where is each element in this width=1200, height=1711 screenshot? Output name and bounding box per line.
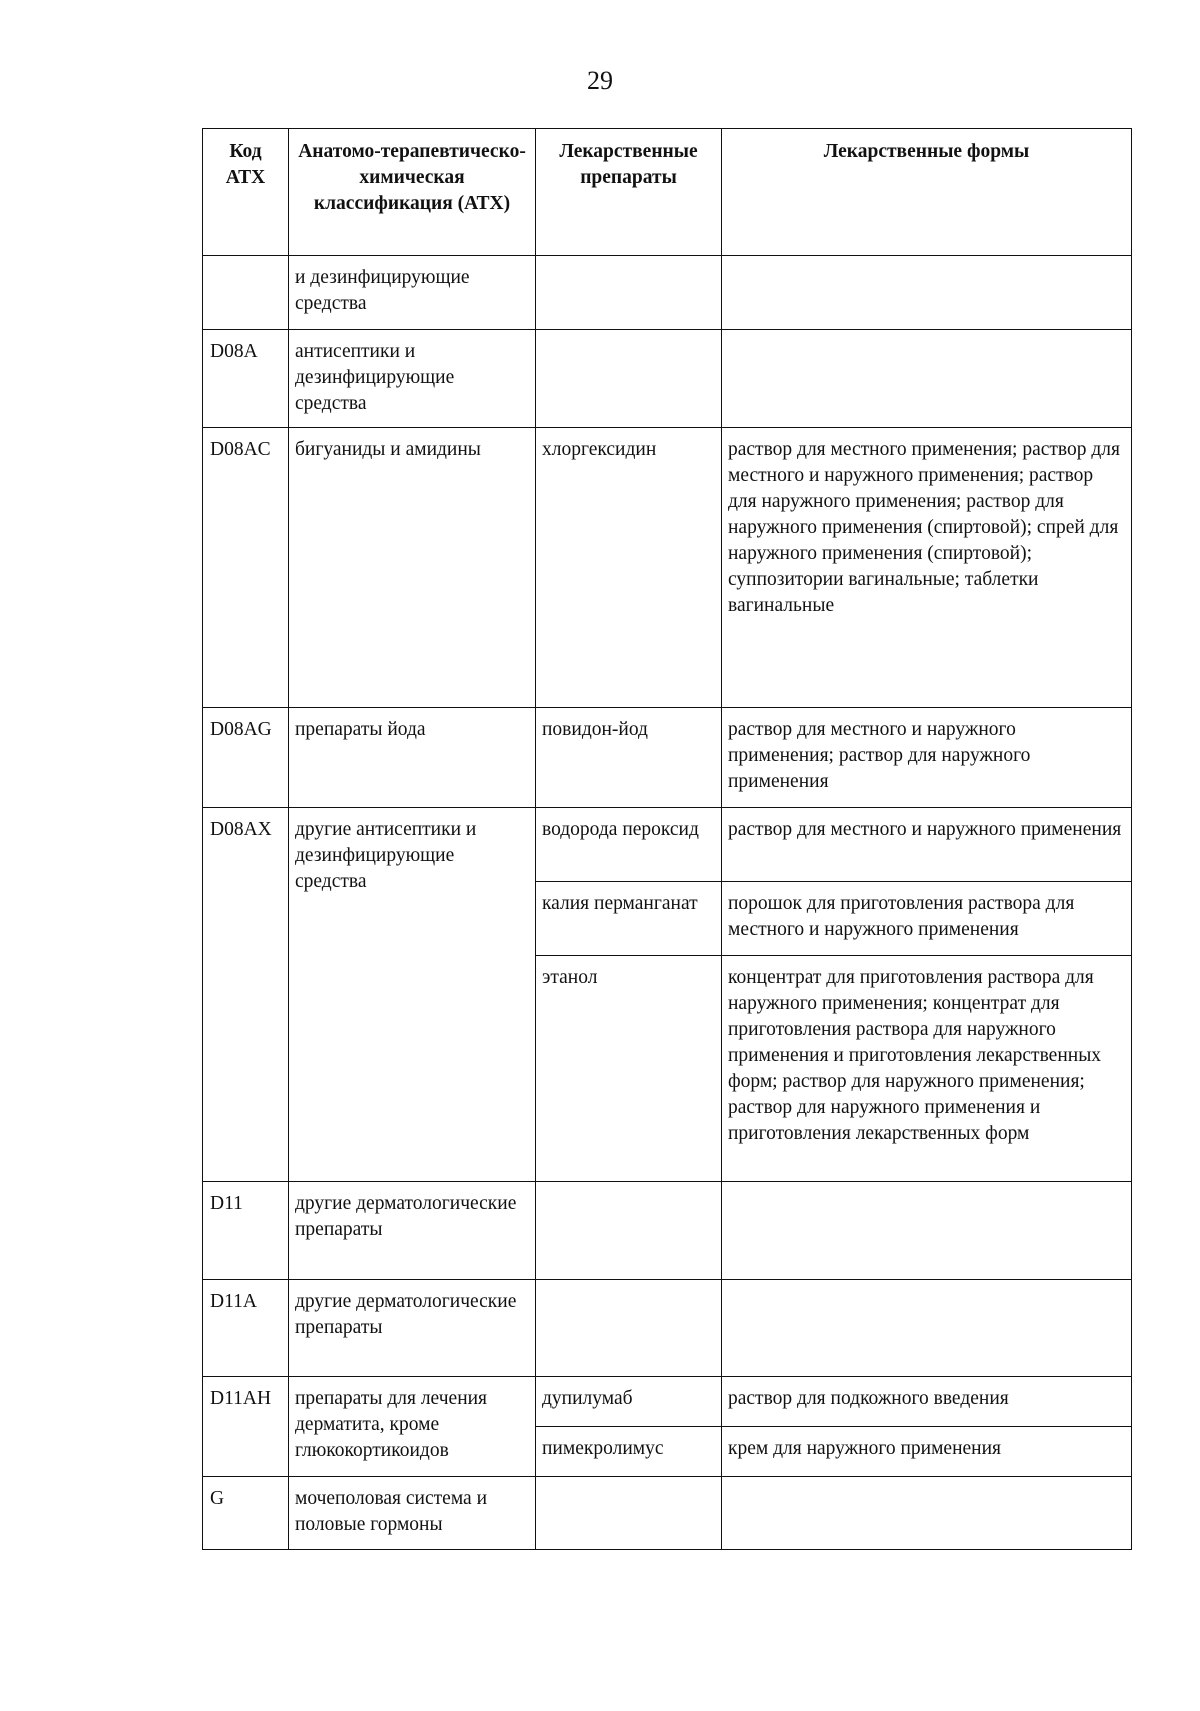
drug-name: этанол [536, 956, 722, 1182]
drug-name: повидон-йод [536, 708, 722, 808]
drug-name: водорода пероксид [536, 808, 722, 882]
table-row [203, 808, 1132, 882]
dosage-forms [722, 1280, 1132, 1377]
atx-code: D08AG [203, 708, 289, 808]
dosage-forms: раствор для местного и наружного применения; раствор для наружного применения [722, 708, 1132, 808]
drug-name: хлоргексидин [536, 428, 722, 708]
atx-code: D08AX [203, 808, 289, 1182]
drug-name: пимекролимус [536, 1427, 722, 1477]
header-classification: Анатомо-терапевтическо-химическая классификация (АТХ) [289, 129, 536, 256]
dosage-forms [722, 256, 1132, 330]
atx-code: D08AC [203, 428, 289, 708]
table-row [203, 428, 1132, 708]
atx-classification: мочеполовая система и половые гормоны [289, 1477, 536, 1550]
atx-classification: другие дерматологические препараты [289, 1182, 536, 1280]
atx-classification: другие антисептики и дезинфицирующие средства [289, 808, 536, 1182]
atx-classification: другие дерматологические препараты [289, 1280, 536, 1377]
drug-name [536, 1477, 722, 1550]
dosage-forms [722, 1477, 1132, 1550]
atx-code: D11AH [203, 1377, 289, 1477]
drug-name [536, 1280, 722, 1377]
dosage-forms [722, 1182, 1132, 1280]
drug-name [536, 1182, 722, 1280]
table-row [203, 1377, 1132, 1427]
dosage-forms: раствор для местного применения; раствор для местного и наружного применения; раствор для наружного применения; раствор для наружного применения (спиртовой); спрей для наружного применения (спиртовой); суппозитории вагинальные; таблетки вагинальные [722, 428, 1132, 708]
table-row [203, 330, 1132, 428]
drug-name [536, 330, 722, 428]
table-row [203, 1182, 1132, 1280]
dosage-forms: раствор для местного и наружного применения [722, 808, 1132, 882]
atx-classification: и дезинфицирующие средства [289, 256, 536, 330]
drug-name: дупилумаб [536, 1377, 722, 1427]
dosage-forms: концентрат для приготовления раствора для наружного применения; концентрат для приготовления раствора для наружного применения и приготовления лекарственных форм; раствор для наружного применения; раствор для наружного применения и приготовления лекарственных форм [722, 956, 1132, 1182]
page-number: 29 [587, 66, 613, 95]
atx-code: D11A [203, 1280, 289, 1377]
header-row [203, 129, 1132, 256]
dosage-forms: крем для наружного применения [722, 1427, 1132, 1477]
atx-table [202, 128, 1132, 1550]
atx-code: D11 [203, 1182, 289, 1280]
atx-code [203, 256, 289, 330]
header-drugs: Лекарственные препараты [536, 129, 722, 256]
atx-classification: бигуаниды и амидины [289, 428, 536, 708]
drug-name [536, 256, 722, 330]
atx-classification: антисептики и дезинфицирующие средства [289, 330, 536, 428]
table-row [203, 708, 1132, 808]
atx-code: G [203, 1477, 289, 1550]
header-forms: Лекарственные формы [722, 129, 1132, 256]
dosage-forms: раствор для подкожного введения [722, 1377, 1132, 1427]
drug-name: калия перманганат [536, 882, 722, 956]
table-row [203, 1477, 1132, 1550]
header-code: Код АТХ [203, 129, 289, 256]
atx-classification: препараты для лечения дерматита, кроме глюкокортикоидов [289, 1377, 536, 1477]
table-row [203, 256, 1132, 330]
atx-classification: препараты йода [289, 708, 536, 808]
dosage-forms [722, 330, 1132, 428]
dosage-forms: порошок для приготовления раствора для местного и наружного применения [722, 882, 1132, 956]
atx-code: D08A [203, 330, 289, 428]
table-row [203, 1280, 1132, 1377]
